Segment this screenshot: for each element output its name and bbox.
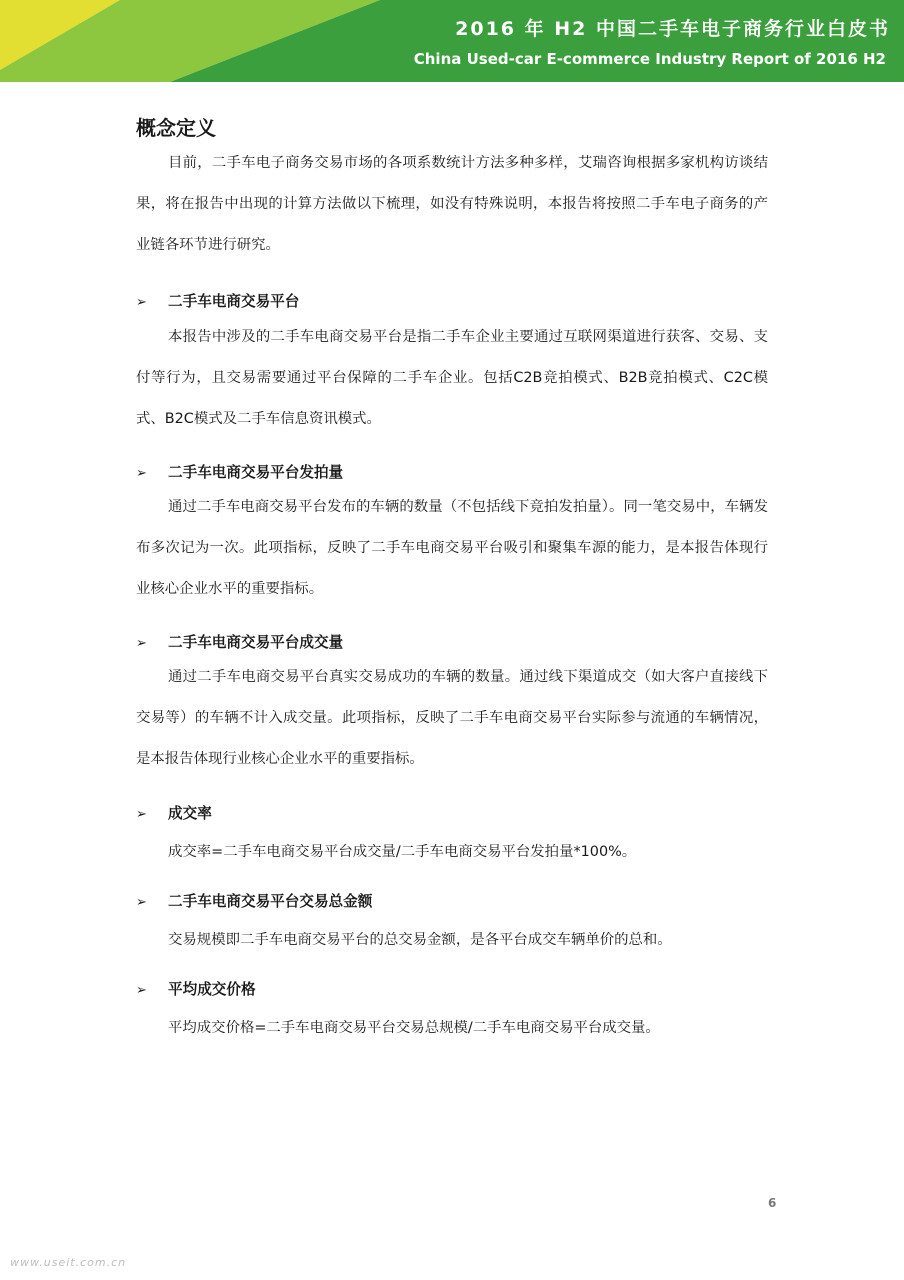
report-title: 2016 年 H2 中国二手车电子商务行业白皮书 (455, 18, 890, 40)
watermark: www.useit.com.cn (10, 1256, 127, 1269)
definition-body-platform: 本报告中涉及的二手车电商交易平台是指二手车企业主要通过互联网渠道进行获客、交易、支付等行为，且交易需要通过平台保障的二手车企业。包括C2B竞拍模式、B2B竞拍模式、C2C模式、B2C模式及二手车信息资讯模式。 (136, 329, 768, 427)
term-label: 二手车电商交易平台成交量 (168, 634, 344, 651)
definition-term-deal-rate (136, 802, 212, 823)
intro-paragraph: 目前，二手车电子商务交易市场的各项系数统计方法多种多样，艾瑞咨询根据多家机构访谈结果，将在报告中出现的计算方法做以下梳理，如没有特殊说明，本报告将按照二手车电子商务的产业链各环节进行研究。 (136, 155, 768, 253)
definition-term-total-amount (136, 890, 372, 911)
page-number: 6 (768, 1196, 777, 1210)
definition-body-deal-volume: 通过二手车电商交易平台真实交易成功的车辆的数量。通过线下渠道成交（如大客户直接线下交易等）的车辆不计入成交量。此项指标，反映了二手车电商交易平台实际参与流通的车辆情况，是本报告体现行业核心企业水平的重要指标。 (136, 669, 768, 767)
term-label: 二手车电商交易平台 (168, 293, 300, 310)
report-subtitle: China Used-car E-commerce Industry Report of 2016 H2 (413, 50, 886, 68)
section-title: 概念定义 (136, 116, 216, 140)
definition-term-average-price (136, 978, 256, 999)
banner-background (0, 0, 904, 82)
header-banner (0, 0, 904, 82)
arrow-bullet-icon: ➢ (136, 636, 147, 651)
arrow-bullet-icon: ➢ (136, 983, 147, 998)
definition-term-deal-volume (136, 631, 343, 652)
definition-term-platform (136, 290, 299, 311)
definition-body-total-amount: 交易规模即二手车电商交易平台的总交易金额，是各平台成交车辆单价的总和。 (168, 932, 672, 948)
term-label: 二手车电商交易平台发拍量 (168, 464, 344, 481)
term-label: 平均成交价格 (168, 981, 256, 998)
term-label: 二手车电商交易平台交易总金额 (168, 893, 373, 910)
term-label: 成交率 (168, 805, 212, 822)
arrow-bullet-icon: ➢ (136, 895, 147, 910)
definition-body-average-price: 平均成交价格=二手车电商交易平台交易总规模/二手车电商交易平台成交量。 (168, 1020, 660, 1036)
arrow-bullet-icon: ➢ (136, 466, 147, 481)
definition-body-deal-rate: 成交率=二手车电商交易平台成交量/二手车电商交易平台发拍量*100%。 (168, 844, 637, 860)
arrow-bullet-icon: ➢ (136, 807, 147, 822)
definition-body-listing-volume: 通过二手车电商交易平台发布的车辆的数量（不包括线下竞拍发拍量）。同一笔交易中，车辆发布多次记为一次。此项指标，反映了二手车电商交易平台吸引和聚集车源的能力，是本报告体现行业核心企业水平的重要指标。 (136, 499, 768, 597)
definition-term-listing-volume (136, 461, 343, 482)
arrow-bullet-icon: ➢ (136, 295, 147, 310)
